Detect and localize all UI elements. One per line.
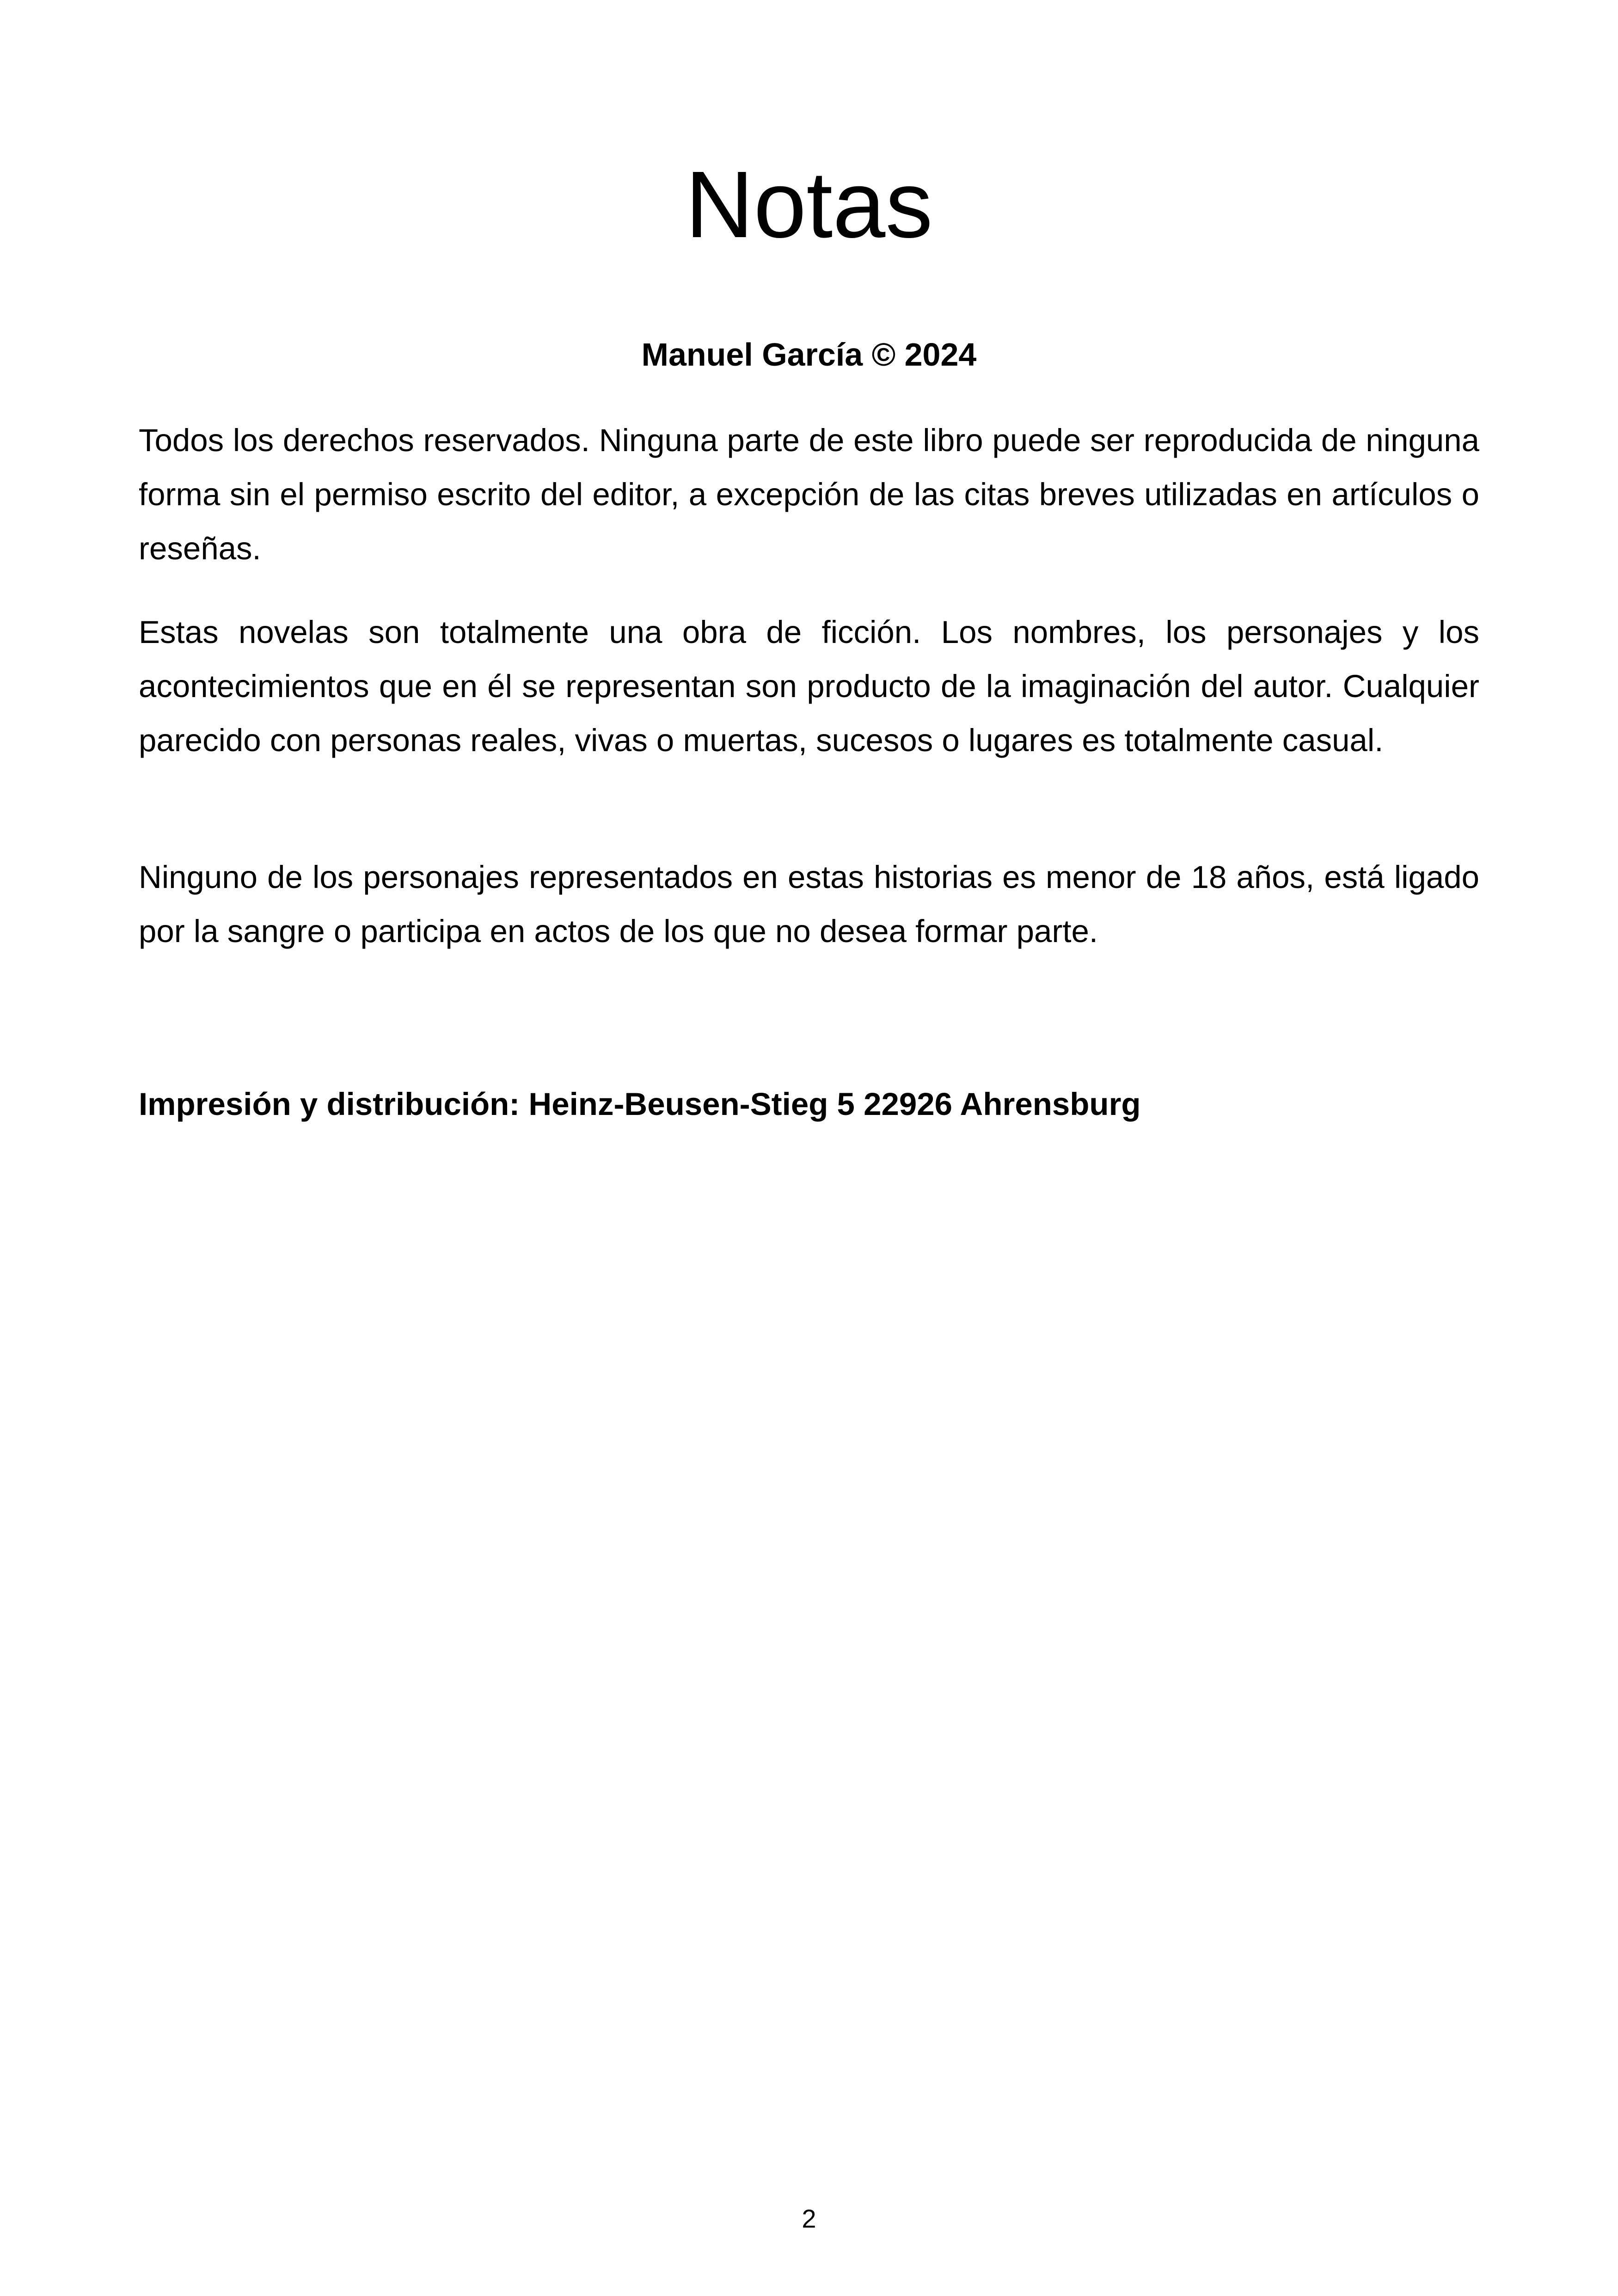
rights-paragraph: Todos los derechos reservados. Ninguna parte de este libro puede ser reproducida de ninguna forma sin el permiso escrito del editor, a excepción de las citas breves utilizadas en artículos o reseñas.	[139, 422, 1479, 566]
imprint-line: Impresión y distribución: Heinz-Beusen-Stieg 5 22926 Ahrensburg	[139, 1086, 1141, 1122]
page-title: Notas	[685, 152, 933, 257]
fiction-disclaimer-paragraph: Estas novelas son totalmente una obra de ficción. Los nombres, los personajes y los acontecimientos que en él se representan son producto de la imaginación del autor. Cualquier parecido con personas reales, vivas o muertas, sucesos o lugares es totalmente casual.	[139, 614, 1479, 758]
age-disclaimer-paragraph: Ninguno de los personajes representados en estas historias es menor de 18 años, está ligado por la sangre o participa en actos de los que no desea formar parte.	[139, 859, 1479, 949]
page-number: 2	[802, 2204, 816, 2233]
copyright-line: Manuel García © 2024	[641, 337, 977, 373]
